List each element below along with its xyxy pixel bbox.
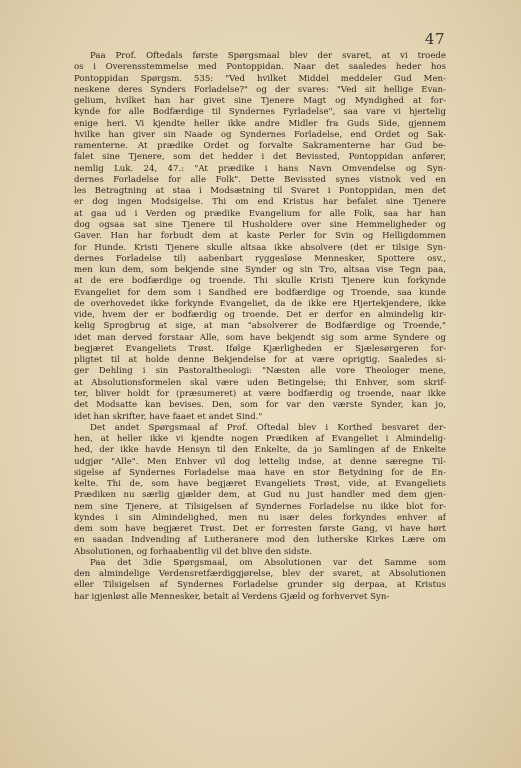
- text-line: men kun dem, som bekjende sine Synder og sin Tro, altsaa vise Tegn paa,: [74, 265, 446, 276]
- text-line: begjæret Evangeliets Trøst. Ifølge Kjærligheden er Sjælesørgeren for-: [74, 343, 446, 354]
- text-line: for Hunde. Kristi Tjenere skulle altsaa ikke absolvere (det er tilsige Syn-: [74, 242, 446, 253]
- text-line: dernes Forladelse for alle Folk". Dette Bevissted synes vistnok ved en: [74, 174, 446, 185]
- text-line: Det andet Spørgsmaal af Prof. Oftedal blev i Korthed besvaret der-: [90, 422, 446, 433]
- text-line: har igjenløst alle Mennesker, betalt al Verdens Gjæld og forhvervet Syn-: [74, 591, 390, 602]
- text-line: de overhovedet ikke forkynde Evangeliet, da de ikke ere Hjertekjendere, ikke: [74, 298, 446, 309]
- text-line: den almindelige Verdensretfærdiggjørelse, blev der svaret, at Absolutionen: [74, 569, 446, 580]
- text-line: Paa Prof. Oftedals første Spørgsmaal blev der svaret, at vi troede: [90, 51, 446, 61]
- text-line: os i Overensstemmelse med Pontoppidan. Naar det saaledes heder hos: [74, 62, 446, 73]
- text-line: Absolutionen, og forhaabentlig vil det blive den sidste.: [74, 546, 313, 557]
- text-line: at Absolutionsformelen skal være uden Betingelse; thi Enhver, som skrif-: [74, 377, 446, 388]
- text-line: les Betragtning at staa i Modsætning til Svaret i Pontoppidan, men det: [74, 186, 446, 197]
- text-line: ger Dehling i sin Pastoraltheologi: "Næsten alle vore Theologer mene,: [74, 366, 446, 377]
- text-line: Gaver. Han har forbudt dem at kaste Perler for Svin og Helligdommen: [74, 231, 446, 242]
- text-line: sigelse af Syndernes Forladelse maa have en stor Betydning for de En-: [74, 467, 446, 478]
- text-line: neskene deres Synders Forladelse?" og der svares: "Ved sit hellige Evan-: [74, 84, 446, 95]
- text-line: hen, at heller ikke vi kjendte nogen Prædiken af Evangeliet i Almindelig-: [74, 434, 446, 445]
- text-line: dog ogsaa sat sine Tjenere til Husholdere over sine Hemmeligheder og: [74, 219, 446, 230]
- text-line: Paa det 3die Spørgsmaal, om Absolutionen var det Samme som: [90, 557, 446, 568]
- text-line: nem sine Tjenere, at Tilsigelsen af Syndernes Forladelse nu ikke blot for-: [74, 501, 446, 512]
- text-line: kelig Sprogbrug at sige, at man "absolverer de Bodfærdige og Troende,": [74, 321, 446, 332]
- text-line: falet sine Tjenere, som det hedder i det Bevissted, Pontoppidan anfører,: [74, 152, 446, 163]
- page-number: 47: [424, 30, 445, 48]
- text-line: at de ere bodfærdige og troende. Thi skulle Kristi Tjenere kun forkynde: [74, 276, 446, 287]
- text-line: en saadan Indvending af Lutheranere mod den lutherske Kirkes Lære om: [74, 535, 446, 546]
- text-line: Pontoppidan Spørgsm. 535: "Ved hvilket Middel meddeler Gud Men-: [74, 73, 446, 84]
- text-line: idet man derved forstaar Alle, som have bekjendt sig som arme Syndere og: [74, 332, 446, 343]
- text-line: kelte. Thi de, som have begjæret Evangeliets Trøst, vide, at Evangeliets: [74, 479, 446, 490]
- text-line: er dog ingen Modsigelse. Thi om end Kristus har befalet sine Tjenere: [74, 197, 446, 208]
- text-line: at gaa ud i Verden og prædike Evangelium for alle Folk, saa har han: [74, 208, 446, 219]
- text-line: hed, der ikke havde Hensyn til den Enkelte, da jo Samlingen af de Enkelte: [74, 445, 446, 456]
- text-line: nemlig Luk. 24, 47.: "At prædike i hans Navn Omvendelse og Syn-: [74, 163, 446, 174]
- text-line: idet han skrifter, have faaet et andet Sind.": [74, 411, 263, 422]
- text-line: pligtet til at holde denne Bekjendelse for at være oprigtig. Saaledes si-: [74, 355, 446, 366]
- text-line: eller Tilsigelsen af Syndernes Forladelse grunder sig derpaa, at Kristus: [74, 580, 446, 591]
- text-line: det Modsatte kan bevises. Den, som for var den værste Synder, kan jo,: [74, 400, 446, 411]
- text-line: Evangeliet for dem som i Sandhed ere bodfærdige og Troende, saa kunde: [74, 287, 446, 298]
- text-line: hvilke han giver sin Naade og Syndernes Forladelse, end Ordet og Sak-: [74, 129, 446, 140]
- text-line: ramenterne. At prædike Ordet og forvalte Sakramenterne har Gud be-: [74, 141, 446, 152]
- text-line: ter, bliver holdt for (præsumeret) at være bodfærdig og troende, naar ikke: [74, 388, 446, 399]
- text-line: dem som have begjæret Trøst. Det er forresten første Gang, vi have hørt: [74, 524, 446, 535]
- text-line: Prædiken nu særlig gjælder dem, at Gud nu just handler med dem gjen-: [74, 490, 446, 501]
- text-line: kyndes i sin Almindelighed, men nu især deles forkyndes enhver af: [74, 512, 446, 523]
- text-line: gelium, hvilket han har givet sine Tjenere Magt og Myndighed at for-: [74, 96, 446, 107]
- text-line: kynde for alle Bodfærdige til Syndernes Fyrladelse", saa vare vi hjertelig: [74, 107, 446, 118]
- text-line: udgjør "Alle". Men Enhver vil dog lettelig indse, at denne særegne Til-: [74, 456, 446, 467]
- text-line: vide, hvem der er bodfærdig og troende. Det er derfor en almindelig kir-: [74, 310, 446, 321]
- text-line: enige heri. Vi kjendte heller ikke andre Midler fra Guds Side, gjennem: [74, 118, 446, 129]
- body-text: [74, 51, 446, 603]
- text-line: dernes Forladelse til) aabenbart ryggesløse Mennesker, Spottere osv.,: [74, 253, 446, 264]
